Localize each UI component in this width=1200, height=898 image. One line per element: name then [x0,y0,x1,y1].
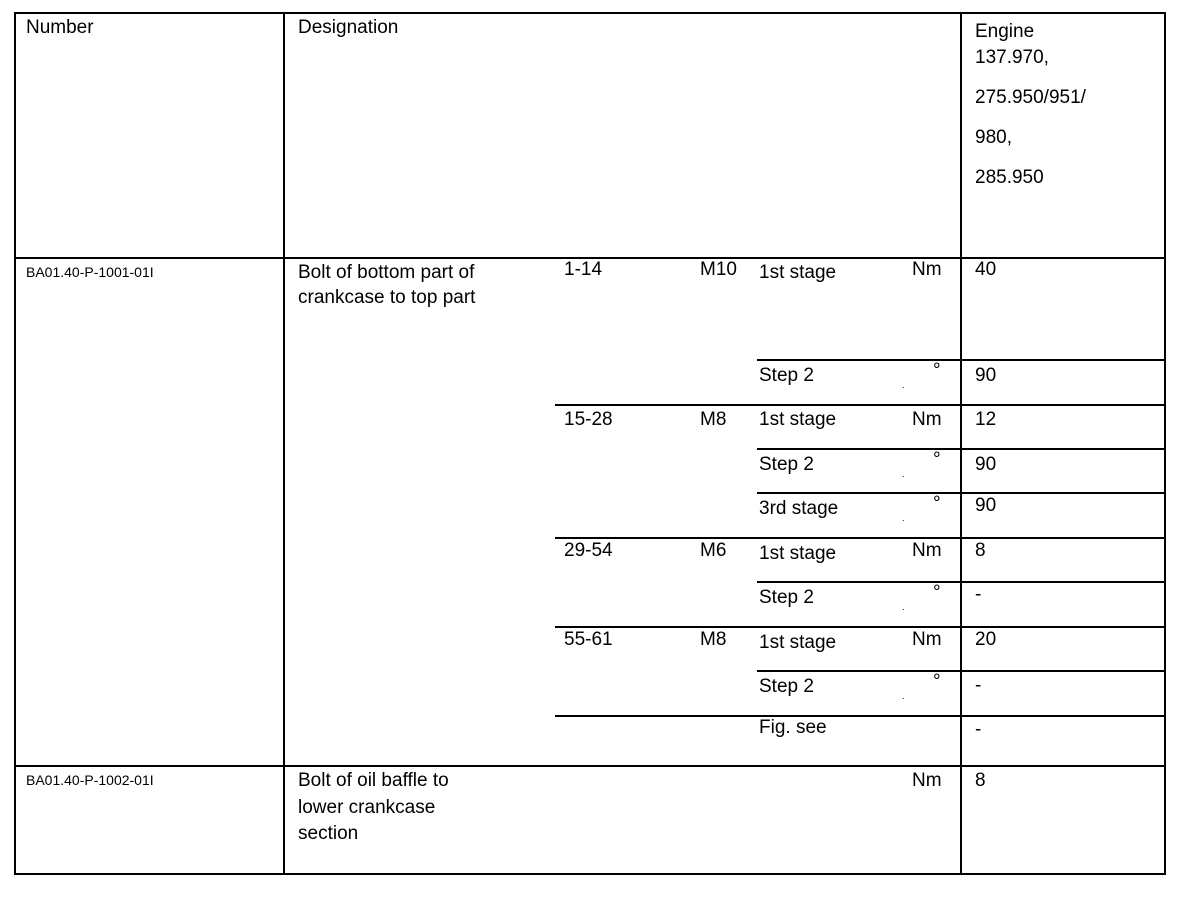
figure-reference: Fig. see [759,717,827,738]
stage-label: Step 2 [759,454,814,475]
angle-value: - [975,584,982,605]
torque-value: 8 [975,540,986,561]
angle-value: 90 [975,454,997,475]
table-border-bottom [14,873,1166,875]
bolt-range: 15-28 [564,409,613,430]
group-divider [555,537,1166,539]
unit-label: Nm [912,770,942,791]
subrow-divider [757,492,1166,494]
stage-label: Step 2 [759,676,814,697]
header-engine-line: 137.970, [975,47,1049,68]
unit-label: Nm [912,629,942,650]
row-designation-line: Bolt of bottom part of [298,262,475,283]
header-engine-line: 980, [975,127,1012,148]
header-engine-line: 285.950 [975,167,1044,188]
stage-label: Step 2 [759,587,814,608]
dot-mark: . [902,602,905,612]
dot-mark: . [902,513,905,523]
header-engine-line: Engine [975,21,1035,42]
unit-label: ° [933,360,941,381]
stage-label: 1st stage [759,543,837,564]
row-designation-line: Bolt of oil baffle to [298,770,449,791]
angle-value: - [975,675,982,696]
angle-value: 90 [975,495,997,516]
torque-value: 12 [975,409,997,430]
row-divider-second-row [14,765,1166,767]
unit-label: Nm [912,409,942,430]
group-divider [555,626,1166,628]
unit-label: ° [933,449,941,470]
unit-label: ° [933,493,941,514]
torque-value: 40 [975,259,997,280]
header-engine-line: 275.950/951/ [975,87,1086,108]
row-designation-line: crankcase to top part [298,287,476,308]
header-number: Number [26,17,94,38]
subrow-divider [757,359,1166,361]
figure-value: - [975,719,982,740]
group-divider [555,404,1166,406]
stage-label: 1st stage [759,632,837,653]
row-number: BA01.40-P-1001-01I [26,264,154,280]
thread-size: M8 [700,629,727,650]
bolt-range: 29-54 [564,540,613,561]
dot-mark: . [902,691,905,701]
subrow-divider [757,581,1166,583]
angle-value: 90 [975,365,997,386]
unit-label: ° [933,671,941,692]
column-divider-number [283,12,285,875]
stage-label: 1st stage [759,409,837,430]
table-border-right [1164,12,1166,875]
dot-mark: . [902,380,905,390]
thread-size: M8 [700,409,727,430]
column-divider-engine [960,12,962,875]
unit-label: ° [933,582,941,603]
row-designation-line: lower crankcase [298,797,436,818]
header-designation: Designation [298,17,399,38]
bolt-range: 1-14 [564,259,603,280]
torque-value: 20 [975,629,997,650]
row-number: BA01.40-P-1002-01I [26,772,154,788]
torque-value: 8 [975,770,986,791]
table-border-top [14,12,1166,14]
subrow-divider [757,670,1166,672]
bolt-range: 55-61 [564,629,613,650]
thread-size: M10 [700,259,737,280]
group-divider [555,715,1166,717]
thread-size: M6 [700,540,727,561]
unit-label: Nm [912,540,942,561]
table-border-left [14,12,16,875]
row-designation-line: section [298,823,359,844]
dot-mark: . [902,469,905,479]
subrow-divider [757,448,1166,450]
unit-label: Nm [912,259,942,280]
stage-label: 1st stage [759,262,837,283]
stage-label: 3rd stage [759,498,839,519]
stage-label: Step 2 [759,365,814,386]
